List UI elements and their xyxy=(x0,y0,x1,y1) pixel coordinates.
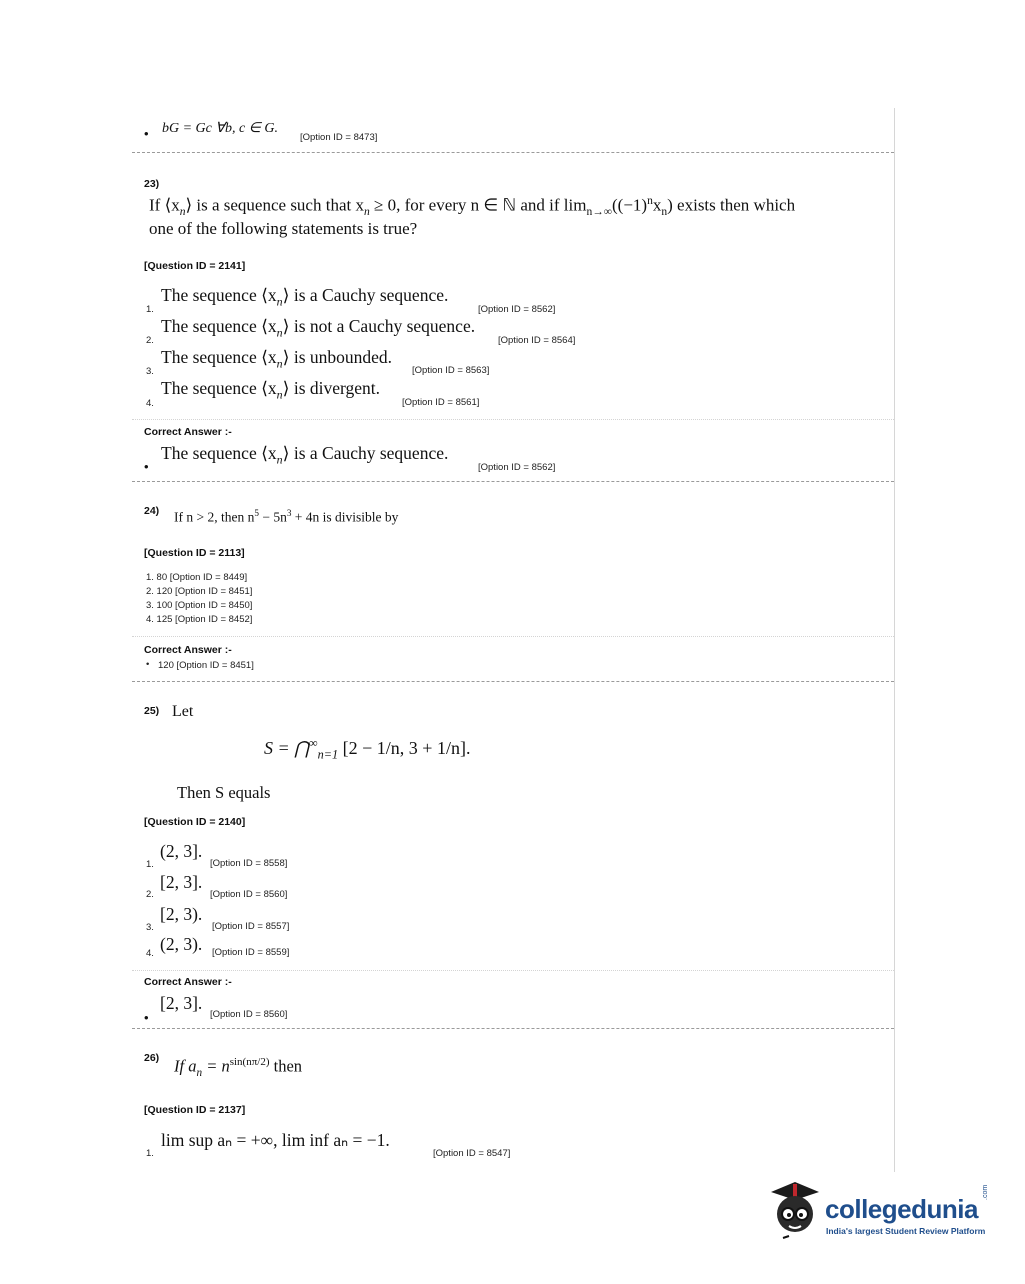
q22-option-id: [Option ID = 8473] xyxy=(300,132,378,143)
q25-then: Then S equals xyxy=(177,783,271,802)
student-mascot-icon xyxy=(765,1178,825,1248)
q23-option-2-text[interactable]: The sequence $⟨x_n⟩$ is not a Cauchy sequence. xyxy=(161,316,476,340)
divider xyxy=(132,1028,894,1029)
q23-option-2-num: 2. xyxy=(146,335,154,346)
q23-question-id: [Question ID = 2141] xyxy=(144,260,246,272)
q26-option-1-id: [Option ID = 8547] xyxy=(433,1148,511,1159)
divider xyxy=(132,970,894,971)
divider xyxy=(132,419,894,420)
q24-correct-text: 120 [Option ID = 8451] xyxy=(158,660,254,671)
q23-option-3-text[interactable]: The sequence $⟨x_n⟩$ is unbounded. xyxy=(161,347,393,371)
q23-option-1-num: 1. xyxy=(146,304,154,315)
q25-let: Let xyxy=(172,703,194,720)
q25-formula: $S = ⋂^\infty_{n=1}$ [2 − 1/n, 3 + 1/n]. xyxy=(264,736,471,762)
logo-tagline: India's largest Student Review Platform xyxy=(826,1226,986,1236)
q23-stem-line1: If $⟨x_n⟩$ is a sequence such that $x_n \ge 0$, for every n ∈ ℕ and if $\lim_{n\to\infty}((-1)^nx_n)$ exists then which xyxy=(149,194,796,219)
q23-option-4-id: [Option ID = 8561] xyxy=(402,397,480,408)
q25-option-2-id: [Option ID = 8560] xyxy=(210,889,288,900)
divider xyxy=(132,481,894,482)
q23-option-4-num: 4. xyxy=(146,398,154,409)
q23-option-1-id: [Option ID = 8562] xyxy=(478,304,556,315)
q25-option-2-text[interactable]: [2, 3]. xyxy=(160,872,203,892)
logo-wordmark: collegedunia xyxy=(825,1194,978,1224)
q25-option-1-id: [Option ID = 8558] xyxy=(210,858,288,869)
q26-number: 26) xyxy=(144,1052,160,1064)
q24-option-4[interactable]: 4. 125 [Option ID = 8452] xyxy=(146,614,253,625)
q24-option-1[interactable]: 1. 80 [Option ID = 8449] xyxy=(146,572,248,583)
q25-correct-text: [2, 3]. xyxy=(160,993,203,1013)
q23-stem-line2: one of the following statements is true? xyxy=(149,219,418,238)
divider xyxy=(132,636,894,637)
collegedunia-logo xyxy=(765,1178,1005,1248)
q26-stem: If $a_n = n^{sin(n\pi/2)}$ then xyxy=(174,1056,303,1079)
q26-option-1-text[interactable]: lim sup aₙ = +∞, lim inf aₙ = −1. xyxy=(161,1130,390,1150)
bullet: • xyxy=(144,126,149,141)
q23-option-1-text[interactable]: The sequence $⟨x_n⟩$ is a Cauchy sequence. xyxy=(161,285,449,309)
q25-number: 25) xyxy=(144,705,160,717)
q24-question-id: [Question ID = 2113] xyxy=(144,547,245,559)
logo-suffix: .com xyxy=(982,1184,989,1200)
divider xyxy=(132,681,894,682)
q25-option-1-num: 1. xyxy=(146,859,154,870)
q24-number: 24) xyxy=(144,505,160,517)
q23-correct-label: Correct Answer :- xyxy=(144,426,232,438)
divider xyxy=(132,152,894,153)
q23-number: 23) xyxy=(144,178,160,190)
q25-option-2-num: 2. xyxy=(146,889,154,900)
q22-answer-expr: bG = Gc ∀b, c ∈ G. xyxy=(162,121,278,136)
q25-option-3-text[interactable]: [2, 3). xyxy=(160,904,203,924)
bullet: • xyxy=(144,1010,149,1025)
q24-correct-label: Correct Answer :- xyxy=(144,644,232,656)
exam-sheet xyxy=(132,108,895,1172)
bullet: • xyxy=(144,459,149,474)
q26-question-id: [Question ID = 2137] xyxy=(144,1104,246,1116)
q25-option-4-text[interactable]: (2, 3). xyxy=(160,934,203,954)
q25-correct-label: Correct Answer :- xyxy=(144,976,232,988)
q25-option-4-id: [Option ID = 8559] xyxy=(212,947,290,958)
q25-correct-id: [Option ID = 8560] xyxy=(210,1009,288,1020)
q23-correct-id: [Option ID = 8562] xyxy=(478,462,556,473)
q24-stem: If n > 2, then $n^5 - 5n^3 + 4n$ is divisible by xyxy=(174,508,399,525)
q23-correct-text: The sequence $⟨x_n⟩$ is a Cauchy sequence. xyxy=(161,443,449,467)
q23-option-3-num: 3. xyxy=(146,366,154,377)
q25-option-4-num: 4. xyxy=(146,948,154,959)
q24-option-2[interactable]: 2. 120 [Option ID = 8451] xyxy=(146,586,253,597)
q25-option-3-id: [Option ID = 8557] xyxy=(212,921,290,932)
q24-option-3[interactable]: 3. 100 [Option ID = 8450] xyxy=(146,600,253,611)
q23-option-4-text[interactable]: The sequence $⟨x_n⟩$ is divergent. xyxy=(161,378,381,402)
q26-option-1-num: 1. xyxy=(146,1148,154,1159)
q23-option-3-id: [Option ID = 8563] xyxy=(412,365,490,376)
q25-option-3-num: 3. xyxy=(146,922,154,933)
q25-option-1-text[interactable]: (2, 3]. xyxy=(160,841,203,861)
q25-question-id: [Question ID = 2140] xyxy=(144,816,246,828)
q23-option-2-id: [Option ID = 8564] xyxy=(498,335,576,346)
bullet: • xyxy=(146,659,150,670)
